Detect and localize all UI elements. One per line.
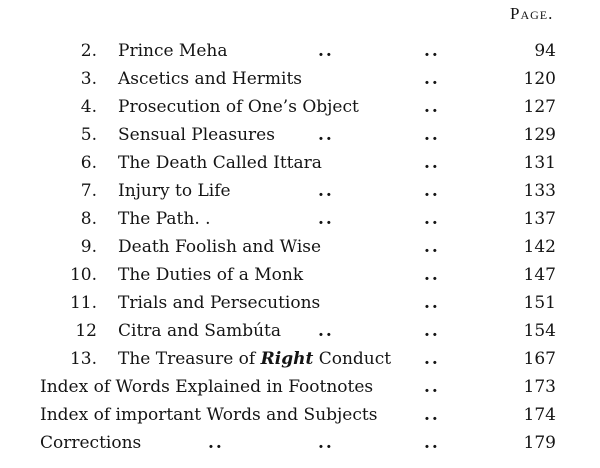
toc-entry xyxy=(0,345,600,373)
toc-entry xyxy=(0,93,600,121)
page-number: 142 xyxy=(523,237,556,257)
leader-dots: .. xyxy=(424,125,440,145)
page-number: 151 xyxy=(523,293,556,313)
leader-dots: .. xyxy=(424,433,440,453)
chapter-number: 13. xyxy=(69,349,97,369)
index-entry xyxy=(0,373,600,401)
page-number: 173 xyxy=(523,377,556,397)
toc-entry xyxy=(0,317,600,345)
chapter-number: 5. xyxy=(80,125,97,145)
toc-entry xyxy=(0,65,600,93)
page-number: 94 xyxy=(534,41,556,61)
chapter-title: Citra and Sambúta xyxy=(118,321,282,341)
chapter-title: Death Foolish and Wise xyxy=(118,237,322,257)
chapter-number: 11. xyxy=(69,293,97,313)
page-number: 147 xyxy=(523,265,556,285)
chapter-title: Injury to Life xyxy=(118,181,231,201)
chapter-title-post: Conduct xyxy=(313,349,392,369)
index-entry xyxy=(0,401,600,429)
chapter-number: 6. xyxy=(80,153,97,173)
leader-dots: .. xyxy=(424,237,440,257)
leader-dots: .. xyxy=(318,433,334,453)
index-title: Index of Words Explained in Footnotes xyxy=(40,377,374,397)
toc-entry xyxy=(0,37,600,65)
chapter-number: 10. xyxy=(69,265,97,285)
page-number: 131 xyxy=(523,153,556,173)
page-number: 154 xyxy=(523,321,556,341)
leader-dots: .. xyxy=(318,181,334,201)
page-number: 179 xyxy=(523,433,556,453)
leader-dots: .. xyxy=(318,321,334,341)
chapter-number: 9. xyxy=(80,237,97,257)
toc-entry xyxy=(0,121,600,149)
leader-dots: .. xyxy=(318,41,334,61)
leader-dots: .. xyxy=(424,405,440,425)
leader-dots: .. xyxy=(424,209,440,229)
leader-dots: .. xyxy=(424,293,440,313)
page-number: 127 xyxy=(523,97,556,117)
chapter-title-emphasis: Right xyxy=(260,349,314,369)
chapter-title: Ascetics and Hermits xyxy=(118,69,302,89)
toc-entry xyxy=(0,149,600,177)
index-title: Index of important Words and Subjects xyxy=(40,405,378,425)
table-of-contents xyxy=(0,37,600,457)
leader-dots: .. xyxy=(424,265,440,285)
leader-dots: .. xyxy=(318,125,334,145)
chapter-title: Trials and Persecutions xyxy=(118,293,321,313)
chapter-number: 8. xyxy=(80,209,97,229)
leader-dots: .. xyxy=(424,321,440,341)
toc-entry xyxy=(0,177,600,205)
chapter-title: The Death Called Ittara xyxy=(118,153,322,173)
leader-dots: .. xyxy=(424,97,440,117)
chapter-title xyxy=(118,345,391,373)
page-number: 167 xyxy=(523,349,556,369)
leader-dots: .. xyxy=(424,69,440,89)
page-number: 120 xyxy=(523,69,556,89)
leader-dots: .. xyxy=(318,209,334,229)
leader-dots: .. xyxy=(208,433,224,453)
chapter-number: 4. xyxy=(80,97,97,117)
toc-entry xyxy=(0,205,600,233)
chapter-title: Prince Meha xyxy=(118,41,228,61)
chapter-title-pre: The Treasure of xyxy=(118,349,261,369)
index-title: Corrections xyxy=(40,433,142,453)
index-entry xyxy=(0,429,600,457)
page-number: 129 xyxy=(523,125,556,145)
toc-entry xyxy=(0,289,600,317)
toc-entry xyxy=(0,233,600,261)
leader-dots: .. xyxy=(424,349,440,369)
chapter-title: Sensual Pleasures xyxy=(118,125,275,145)
leader-dots: .. xyxy=(424,377,440,397)
chapter-title: The Duties of a Monk xyxy=(118,265,304,285)
leader-dots: .. xyxy=(424,181,440,201)
page-number: 174 xyxy=(523,405,556,425)
leader-dots: .. xyxy=(424,153,440,173)
chapter-number: 2. xyxy=(80,41,97,61)
chapter-title: Prosecution of One’s Object xyxy=(118,97,359,117)
leader-dots: .. xyxy=(424,41,440,61)
chapter-number: 7. xyxy=(80,181,97,201)
chapter-number: 3. xyxy=(80,69,97,89)
toc-entry xyxy=(0,261,600,289)
chapter-title: The Path. . xyxy=(118,209,211,229)
chapter-number: 12 xyxy=(75,321,97,341)
page-number: 133 xyxy=(523,181,556,201)
page-number: 137 xyxy=(523,209,556,229)
page-column-heading: Page. xyxy=(510,4,554,23)
